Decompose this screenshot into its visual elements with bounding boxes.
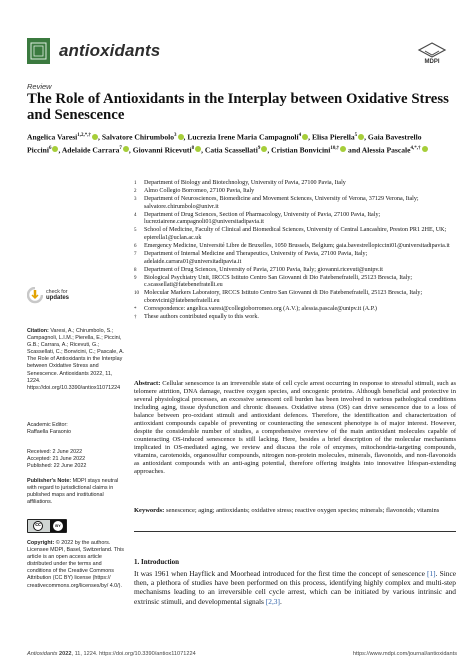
article-title: The Role of Antioxidants in the Interplay between Oxidative Stress and Senescence	[27, 91, 449, 123]
author-affiliation-sup: 3	[174, 133, 177, 138]
author-name[interactable]: Catia Scassellati	[204, 145, 258, 155]
abstract-text: Cellular senescence is an irreversible state of cell cycle arrest occurring in response to stressful stimuli, such as telomere attrition, DNA damage, reactive oxygen species, and oncogenic proteins. Although beneficial and protective in several physiological processes, an excessive senescent cell burden has been involved in various pathological conditions including aging, tissue dysfunction and chronic diseases. Oxidative stress (OS) can drive senescence due to a loss of balance between pro-oxidant stimuli and antioxidant defences. Therefore, the identification and characterization of antioxidant compounds capable of preventing or counteracting the senescent phenotype is of major interest. However, despite the considerable number of studies, a comprehensive overview of the main antioxidant molecules capable of counteracting OS-induced senescence is still lacking. Here, besides a brief description of the molecular mechanisms implicated in OS-mediated aging, we review and discuss the role of enzymes, mitochondria-targeting compounds, vitamins, carotenoids, organosulfur compounds, nitrogen non-protein molecules, minerals, flavonoids, and non-flavonoids as antioxidant compounds with an anti-aging potential, therefore offering insights into innovative lifespan-extending approaches.	[134, 380, 456, 475]
section-divider	[134, 531, 456, 532]
affiliation-text: Department of Internal Medicine and Therapeutics, University of Pavia, 27100 Pavia, Italy; adelaide.carrara01@universitadipavia.it	[144, 251, 368, 265]
author-affiliation-sup: 5	[354, 133, 358, 138]
author-affiliation-sup: 4,*,†	[410, 145, 421, 151]
abstract	[134, 380, 456, 476]
author-separator: ,	[308, 132, 312, 142]
author-separator: ,	[201, 145, 205, 155]
affiliation-number: 9	[134, 275, 137, 281]
affiliation-text: Department of Neurosciences, Biomedicine and Movement Sciences, University of Verona, 37129 Verona, Italy; salvatore.chirumbolo@univr.it	[144, 196, 419, 210]
author-name[interactable]: Salvatore Chirumbolo	[101, 132, 175, 142]
cc-icon: cc	[33, 521, 43, 531]
author-affiliation-sup: 10,†	[330, 145, 340, 151]
affiliation-item	[134, 314, 454, 322]
affiliation-item	[134, 212, 454, 227]
affiliation-number: 2	[134, 189, 137, 195]
article-type: Review	[27, 82, 52, 91]
copyright-text: © 2022 by the authors. Licensee MDPI, Basel, Switzerland. This article is an open access article distributed under the terms and conditions of the Creative Commons Attribution (CC BY) license (https:// creativecommons.org/licenses/by/ 4.0/).	[27, 540, 124, 589]
author-name[interactable]: Lucrezia Irene Maria Campagnoli	[187, 132, 299, 142]
author-separator: ,	[98, 132, 102, 142]
affiliation-text: School of Medicine, Faculty of Clinical and Biomedical Sciences, University of Central Lancashire, Preston PR1 2HE, UK; epierella1@uclan.ac.uk	[144, 227, 447, 241]
footer-journal-url[interactable]: https://www.mdpi.com/journal/antioxidants	[352, 651, 457, 657]
mdpi-logo-icon[interactable]	[417, 42, 447, 62]
intro-text-2: . Since then, a plethora of studies have been performed on this process, identifying highly complex and multi-step mechanisms leading to an irreversible cell cycle arrest, which can be initiated by various intrinsic and extrinsic stimuli, and developmental signals	[134, 569, 457, 606]
affiliation-text: Almo Collegio Borromeo, 27100 Pavia, Italy	[144, 188, 255, 195]
cc-by-license-badge[interactable]	[27, 519, 67, 533]
affiliation-item	[134, 290, 454, 305]
footer-citation[interactable]	[27, 651, 196, 657]
published-date: Published: 22 June 2022	[27, 463, 87, 470]
author-separator: ,	[267, 145, 272, 155]
orcid-icon[interactable]	[422, 146, 428, 152]
citation-text: Varesi, A.; Chirumbolo, S.; Campagnoli, L.I.M.; Pierella, E.; Piccini, G.B.; Carrara, A.; Ricevuti, G.; Scassellati, C.; Bonvicini, C.; Pascale, A. The Role of Antioxidants in the Interplay between Oxidative Stress and Senescence. Antioxidants 2022, 11, 1224. https://doi.org/10.3390/antiox11071224	[27, 328, 125, 391]
author-affiliation-sup: 9	[257, 145, 261, 151]
copyright-block	[27, 540, 125, 590]
affiliation-item	[134, 243, 454, 251]
footer-journal: Antioxidants	[27, 651, 58, 657]
affiliation-text: Correspondence: angelica.varesi@collegioborromeo.org (A.V.); alessia.pascale@unipv.it (A.P.)	[144, 305, 377, 312]
affiliation-number: 5	[134, 228, 137, 234]
journal-header	[27, 38, 447, 68]
author-affiliation-sup: 4	[298, 133, 302, 138]
author-affiliation-sup: 8	[191, 145, 195, 151]
footer-year: 2022	[59, 651, 72, 657]
author-name[interactable]: Elisa Pierella	[311, 132, 355, 142]
affiliation-text: Department of Drug Sciences, University of Pavia, 27100 Pavia, Italy; giovanni.ricevuti@unipv.it	[144, 266, 383, 273]
abstract-label: Abstract:	[134, 380, 161, 387]
check-for-updates-button[interactable]	[27, 287, 97, 307]
dates-block	[27, 449, 125, 470]
author-separator: ,	[128, 145, 133, 155]
affiliation-list	[134, 180, 454, 322]
author-list	[27, 130, 447, 155]
author-separator: ,	[183, 132, 188, 142]
affiliation-text: These authors contributed equally to this work.	[144, 314, 259, 321]
citation-block	[27, 328, 125, 392]
affiliation-number: †	[134, 315, 137, 321]
publisher-note-block	[27, 478, 125, 506]
keywords-text: senescence; aging; antioxidants; oxidative stress; reactive oxygen species; minerals; flavonoids; vitamins	[165, 507, 440, 514]
author-name[interactable]: Cristian Bonvicini	[271, 145, 331, 155]
journal-logo-icon	[27, 38, 50, 64]
affiliation-text: Department of Drug Sciences, Section of Pharmacology, University of Pavia, 27100 Pavia, Italy; lucreziairene.campagnoli01@universitadipavia.it	[144, 211, 381, 226]
affiliation-text: Emergency Medicine, Université Libre de Bruxelles, 1050 Brussels, Belgium; gaia.bavestrellopiccini01@universitadipavia.it	[144, 242, 450, 249]
affiliation-number: 4	[134, 212, 137, 218]
editor-label: Academic Editor:	[27, 422, 68, 428]
copyright-label: Copyright:	[27, 540, 55, 546]
intro-text-1: It was 1961 when Hayflick and Moorhead introduced for the first time the concept of senescence	[134, 569, 427, 578]
footer-vol-doi: , 11, 1224. https://doi.org/10.3390/antiox11071224	[71, 651, 196, 657]
author-name[interactable]: Alessia Pascale	[361, 145, 411, 155]
affiliation-item	[134, 196, 454, 211]
author-name[interactable]: Adelaide Carrara	[61, 145, 120, 155]
author-name[interactable]: Gaia Bavestrello Piccini	[27, 132, 422, 155]
citation-label: Citation:	[27, 328, 49, 334]
by-icon: BY	[53, 521, 63, 531]
keywords	[134, 507, 456, 515]
affiliation-item	[134, 188, 454, 196]
author-affiliation-sup: 6	[48, 145, 52, 151]
reference-link[interactable]: [2,3]	[265, 596, 280, 606]
academic-editor-block	[27, 422, 125, 436]
affiliation-number: 6	[134, 243, 137, 249]
author-name[interactable]: Angelica Varesi	[27, 132, 78, 142]
intro-paragraph	[134, 569, 456, 606]
updates-line-1: check for	[46, 289, 68, 295]
affiliation-item	[134, 251, 454, 266]
author-affiliation-sup: 1,2,*,†	[77, 133, 92, 138]
publisher-note-text: MDPI stays neutral with regard to jurisdictional claims in published maps and institutional affiliations.	[27, 478, 119, 506]
affiliation-text: Biological Psychiatry Unit, IRCCS Istituto Centro San Giovanni di Dio Fatebenefratelli, 25123 Brescia, Italy; c.scassellati@fatebenefratelli.eu	[144, 274, 413, 289]
affiliation-number: 1	[134, 181, 137, 186]
affiliation-number: 7	[134, 252, 137, 258]
reference-link[interactable]: [1]	[426, 569, 436, 578]
received-date: Received: 2 June 2022	[27, 449, 83, 455]
author-name[interactable]: Giovanni Ricevuti	[132, 145, 192, 155]
affiliation-number: *	[134, 306, 137, 312]
author-separator: ,	[364, 132, 368, 142]
affiliation-number: 3	[134, 197, 137, 203]
mdpi-label: MDPI	[424, 59, 440, 64]
accepted-date: Accepted: 21 June 2022	[27, 456, 86, 463]
author-separator: ,	[58, 145, 62, 155]
affiliation-item	[134, 180, 454, 188]
affiliation-item	[134, 227, 454, 242]
author-affiliation-sup: 7	[119, 145, 122, 151]
publisher-note-label: Publisher's Note:	[27, 478, 72, 484]
updates-line-2: updates	[46, 295, 70, 301]
affiliation-number: 8	[134, 267, 137, 273]
affiliation-number: 10	[134, 291, 139, 297]
affiliation-item	[134, 306, 454, 314]
affiliation-text: Molecular Markers Laboratory, IRCCS Istituto Centro San Giovanni di Dio Fatebenefratelli, 25123 Brescia, Italy; cbonvicini@fatebenefratelli.eu	[144, 290, 423, 304]
affiliation-text: Department of Biology and Biotechnology, University of Pavia, 27100 Pavia, Italy	[144, 180, 346, 186]
check-updates-icon	[27, 287, 43, 305]
intro-heading: 1. Introduction	[134, 558, 179, 566]
affiliation-item	[134, 267, 454, 275]
intro-text-3: .	[279, 596, 282, 606]
editor-name: Raffaella Faraonio	[27, 429, 71, 436]
keywords-label: Keywords:	[134, 507, 165, 514]
journal-name[interactable]: antioxidants	[59, 41, 161, 60]
affiliation-item	[134, 275, 454, 290]
author-separator: and	[346, 145, 362, 155]
